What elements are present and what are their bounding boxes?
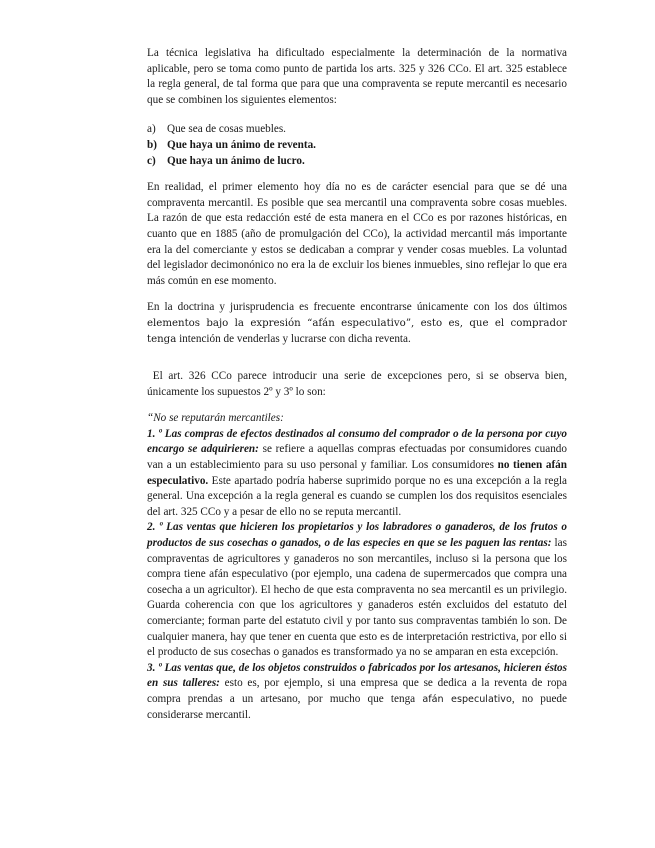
exception-1-text: se refiere a aquellas compras efectuadas por consumidores cuando van a un establecimiento para su uso personal y familiar. Los consumidores xyxy=(147,443,567,472)
list-item-text: Que haya un ánimo de lucro. xyxy=(167,154,305,167)
elements-list xyxy=(147,122,567,169)
exception-1-text-end: Este apartado podría haberse suprimido porque no es una excepción a la regla general. Una excepción a la regla general es cuando se cumplen los dos requisitos esenciales del art. 325 CCo y a pesar de ello no se reputa mercantil. xyxy=(147,474,567,518)
exception-3-title: 3. º Las ventas que, de los objetos construidos o fabricados por los artesanos, hicieren éstos en sus talleres: xyxy=(147,661,567,690)
exception-2 xyxy=(147,520,567,660)
list-item xyxy=(147,122,567,138)
art-326-paragraph: El art. 326 CCo parece introducir una serie de excepciones pero, si se observa bien, únicamente los supuestos 2º y 3º lo son: xyxy=(147,370,570,398)
exception-3 xyxy=(147,661,567,723)
list-marker: a) xyxy=(147,123,156,136)
doctrine-line-2: elementos bajo la expresión “afán especulativo”, esto es, que el comprador tenga xyxy=(147,317,567,345)
exception-2-title: 2. º Las ventas que hicieren los propietarios y los labradores o ganaderos, de los frutos o productos de sus cosechas o ganados, o de las especies en que se les paguen las rentas: xyxy=(147,521,567,550)
doctrine-paragraph xyxy=(147,300,567,347)
doctrine-line-3: intención de venderlas y lucrarse con dicha reventa. xyxy=(179,332,411,345)
doctrine-line-1: En la doctrina y jurisprudencia es frecuente encontrarse únicamente con los dos últimos xyxy=(147,301,567,314)
exception-1 xyxy=(147,427,567,521)
exception-3-text-end: , no puede considerarse mercantil. xyxy=(147,692,567,721)
list-item-text: Que haya un ánimo de reventa. xyxy=(167,138,316,151)
intro-paragraph: La técnica legislativa ha dificultado especialmente la determinación de la normativa aplicable, pero se toma como punto de partida los arts. 325 y 326 CCo. El art. 325 establece la regla general, de tal forma que para que una compraventa se repute mercantil es necesario que se combinen los siguientes elementos: xyxy=(147,47,567,106)
exception-1-title: 1. º Las compras de efectos destinados al consumo del comprador o de la persona por cuyo encargo se adquirieren: xyxy=(147,427,567,456)
list-item xyxy=(147,154,567,170)
list-marker: c) xyxy=(147,154,156,167)
exception-3-text: esto es, por ejemplo, si una empresa que se dedica a la reventa de ropa compra prendas a un artesano, por mucho que tenga xyxy=(147,677,567,705)
list-marker: b) xyxy=(147,138,157,151)
list-item-text: Que sea de cosas muebles. xyxy=(167,123,286,136)
document-page xyxy=(147,46,570,723)
quote-intro: “No se reputarán mercantiles: xyxy=(147,412,284,425)
history-paragraph: En realidad, el primer elemento hoy día no es de carácter esencial para que se dé una compraventa mercantil. Es posible que sea mercantil una compraventa sobre cosas muebles. La razón de que esta redacción esté de esta manera en el CCo es por razones históricas, en cuanto que en 1885 (año de promulgación del CCo), la actividad mercantil más importante era la del comerciante y estos se dedicaban a comprar y vender cosas muebles. La voluntad del legislador decimonónico no era la de excluir los bienes inmuebles, sino reflejar lo que era más común en ese momento. xyxy=(147,181,567,287)
exception-1-bold: no tienen afán especulativo. xyxy=(147,459,567,487)
exception-2-text: las compraventas de agricultores y ganaderos no son mercantiles, incluso si la persona que los compra tiene afán especulativo (por ejemplo, una cadena de supermercados que compra una cosecha a un agricultor). El hecho de que esta compraventa no sea mercantil es un privilegio. Guarda coherencia con que los agricultores y ganaderos estén excluidos del estatuto del comerciante; forman parte del estatuto civil y por tanto sus compraventas también lo son. De cualquier manera, hay que tener en cuenta que esto es de interpretación restrictiva, por ello si el producto de sus cosechas o ganados es transformado ya no se amparan en esta excepción. xyxy=(147,537,567,659)
list-item xyxy=(147,138,567,154)
exception-3-sans: afán especulativo xyxy=(422,693,512,705)
